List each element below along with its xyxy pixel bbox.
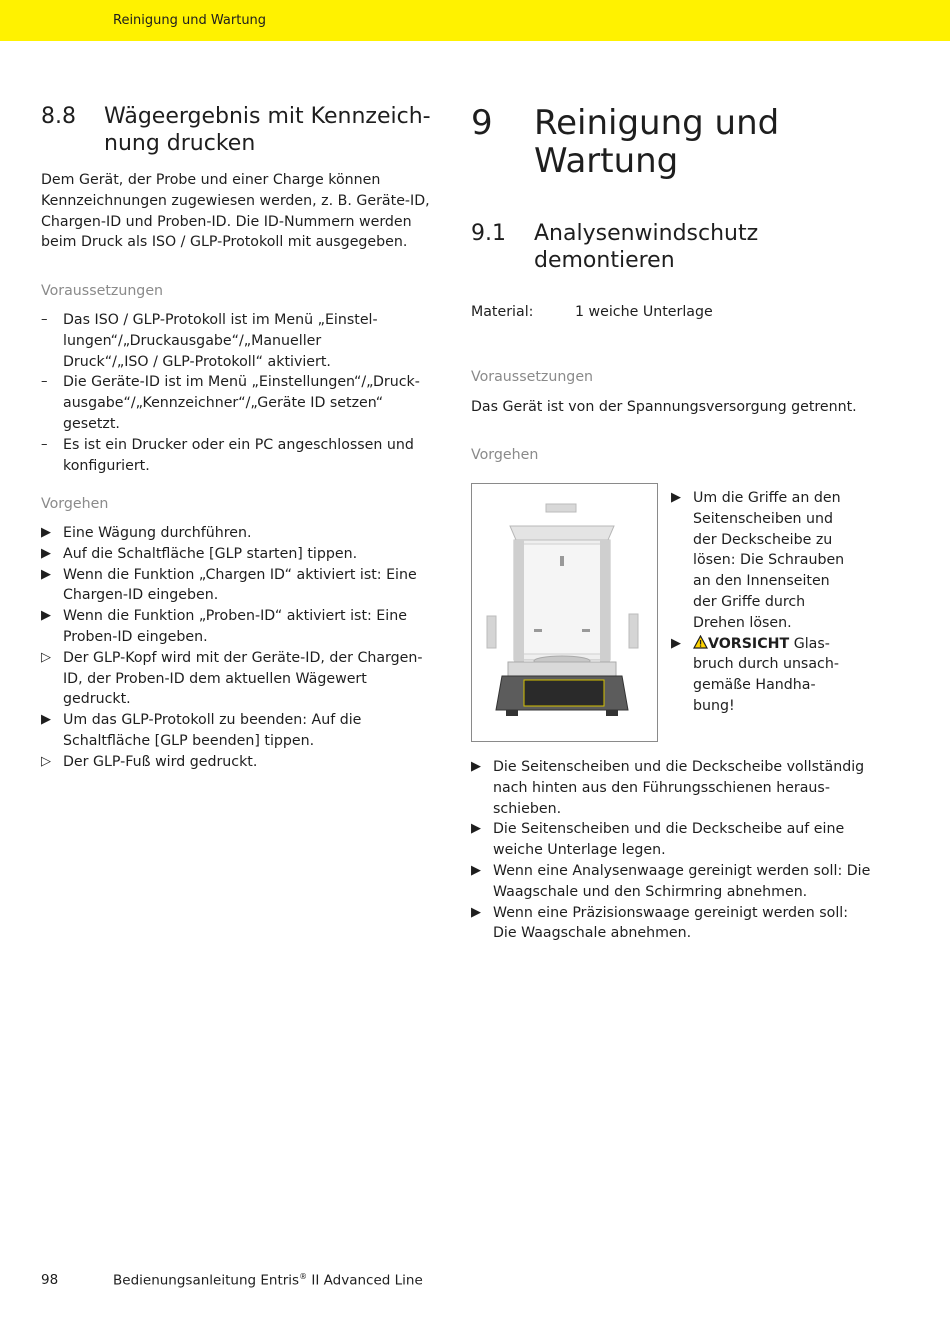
registered-mark: ® xyxy=(299,1272,308,1281)
section-header-title: Reinigung und Wartung xyxy=(113,13,267,28)
list-item: ▶ Die Seitenscheiben und die Deckscheibe vollständig nach hinten aus den Führungsschienen heraus- schieben. xyxy=(471,759,865,817)
warning-text: Glas- xyxy=(789,635,830,652)
material-label: Material: xyxy=(471,304,534,320)
chapter-title xyxy=(534,104,779,180)
dash-marker: – xyxy=(41,436,48,452)
list-item: – Das ISO / GLP-Protokoll ist im Menü „Einstel- lungen“/„Druckausgabe“/„Manueller Druck“/„ISO / GLP-Protokoll“ aktiviert. xyxy=(41,312,378,370)
warning-triangle-icon xyxy=(693,635,708,649)
material-value: 1 weiche Unterlage xyxy=(575,304,713,320)
step-marker-icon: ▶ xyxy=(471,821,481,837)
manual-title: Bedienungsanleitung Entris® II Advanced Line xyxy=(113,1272,423,1289)
right-steps xyxy=(471,757,881,944)
right-prereq-title: Voraussetzungen xyxy=(471,369,594,385)
step-marker-icon: ▶ xyxy=(41,525,51,540)
list-item: ▶ Wenn eine Analysenwaage gereinigt werden soll: Die Waagschale und den Schirmring abnehmen. xyxy=(471,862,871,900)
section-number: 9.1 xyxy=(471,221,506,246)
list-item: ▶ Wenn die Funktion „Proben-ID“ aktiviert ist: Eine Proben-ID eingeben. xyxy=(41,608,407,645)
step-marker-icon: ▶ xyxy=(41,566,51,582)
list-item: ▷ Der GLP-Fuß wird gedruckt. xyxy=(41,752,441,773)
left-intro xyxy=(41,170,441,253)
list-item: ▶ Um die Griffe an den Seitenscheiben und der Deckscheibe zu lösen: Die Schrauben an den Innenseiten der Griffe durch Drehen lösen. xyxy=(671,490,845,631)
left-steps xyxy=(41,523,441,773)
list-item: ▶ Wenn die Funktion „Chargen ID“ aktiviert ist: Eine Chargen-ID eingeben. xyxy=(41,566,417,604)
left-prereq-title: Voraussetzungen xyxy=(41,283,164,299)
step-marker-icon: ▶ xyxy=(41,712,51,728)
result-marker-icon: ▷ xyxy=(41,753,51,769)
list-item: ▶ Eine Wägung durchführen. xyxy=(41,523,441,544)
result-marker-icon: ▷ xyxy=(41,649,51,665)
intro-line: Dem Gerät, der Probe und einer Charge können xyxy=(41,172,381,188)
intro-line: beim Druck als ISO / GLP-Protokoll mit ausgegeben. xyxy=(41,234,408,251)
figure-steps xyxy=(671,488,851,717)
left-proc-title: Vorgehen xyxy=(41,496,109,512)
list-item: ▶ Die Seitenscheiben und die Deckscheibe auf eine weiche Unterlage legen. xyxy=(471,821,845,859)
warning-item: ▶ VORSICHT Glas- bruch durch unsach- gemäße Handha- bung! xyxy=(671,635,839,714)
section-title-line2: demontieren xyxy=(534,248,675,273)
left-heading-number: 8.8 xyxy=(41,104,76,129)
chapter-title-line2: Wartung xyxy=(534,141,679,181)
left-heading-line2: nung drucken xyxy=(104,131,256,156)
step-marker-icon: ▶ xyxy=(41,545,51,561)
right-prereq-text: Das Gerät ist von der Spannungsversorgung getrennt. xyxy=(471,399,857,415)
warning-label: VORSICHT xyxy=(708,635,790,652)
dash-marker: – xyxy=(41,374,48,390)
balance-figure xyxy=(471,483,658,742)
intro-line: Chargen-ID und Proben-ID. Die ID-Nummern werden xyxy=(41,213,412,230)
step-marker-icon: ▶ xyxy=(471,759,481,774)
list-item: ▶ Auf die Schaltfläche [GLP starten] tippen. xyxy=(41,544,441,565)
left-heading xyxy=(104,103,431,157)
step-marker-icon: ▶ xyxy=(41,608,51,624)
section-title xyxy=(534,220,758,274)
left-heading-line1: Wägeergebnis mit Kennzeich- xyxy=(104,104,431,129)
page-number: 98 xyxy=(41,1272,59,1288)
step-marker-icon: ▶ xyxy=(471,862,481,878)
list-item: ▶ Wenn eine Präzisionswaage gereinigt werden soll: Die Waagschale abnehmen. xyxy=(471,904,848,942)
analytical-balance-image xyxy=(472,484,657,741)
list-item: ▶ Um das GLP-Protokoll zu beenden: Auf die Schaltfläche [GLP beenden] tippen. xyxy=(41,712,362,749)
chapter-title-line1: Reinigung und xyxy=(534,103,780,143)
chapter-number: 9 xyxy=(471,103,493,143)
dash-marker: – xyxy=(41,312,48,327)
section-title-line1: Analysenwindschutz xyxy=(534,221,759,246)
right-proc-title: Vorgehen xyxy=(471,447,539,463)
step-marker-icon: ▶ xyxy=(671,635,681,651)
list-item: – Es ist ein Drucker oder ein PC angeschlossen und konfiguriert. xyxy=(41,436,414,474)
intro-line: Kennzeichnungen zugewiesen werden, z. B. Geräte-ID, xyxy=(41,192,430,209)
left-prereq-list xyxy=(41,310,441,476)
list-item: – Die Geräte-ID ist im Menü „Einstellungen“/„Druck- ausgabe“/„Kennzeichner“/„Geräte ID setzen“ gesetzt. xyxy=(41,374,420,432)
step-marker-icon: ▶ xyxy=(471,904,481,920)
step-marker-icon: ▶ xyxy=(671,490,681,505)
list-item: ▷ Der GLP-Kopf wird mit der Geräte-ID, der Chargen- ID, der Proben-ID dem aktuellen Wägewert gedruckt. xyxy=(41,649,423,708)
